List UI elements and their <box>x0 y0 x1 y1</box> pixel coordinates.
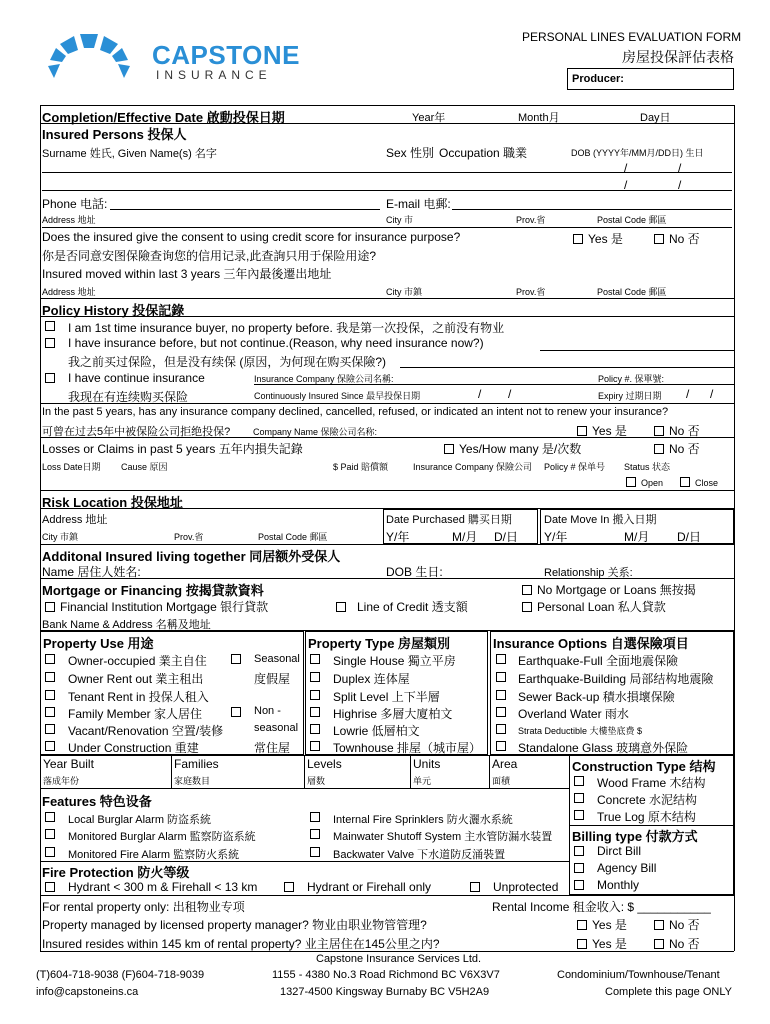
year-built-label: Year Built <box>43 757 94 771</box>
use-item: Family Member 家人居住 <box>68 707 203 721</box>
wood-frame-checkbox[interactable] <box>574 776 584 786</box>
reason-field-2[interactable] <box>400 367 734 368</box>
purchased-y: Y/年 <box>386 530 410 544</box>
status-label: Status 状态 <box>624 462 671 472</box>
dob-slash: / <box>624 161 628 175</box>
loss-company-label: Insurance Company 保險公司 <box>413 462 533 472</box>
type-duplex-checkbox[interactable] <box>310 672 320 682</box>
personal-loan-checkbox[interactable] <box>522 602 532 612</box>
losses-no-checkbox[interactable] <box>654 444 664 454</box>
local-alarm-checkbox[interactable] <box>45 812 55 822</box>
non-seasonal-label: seasonal <box>254 722 299 734</box>
families-zh: 家庭数目 <box>174 776 211 786</box>
levels-zh: 層数 <box>307 776 326 786</box>
prov2-label: Prov.省 <box>516 287 546 297</box>
personal-loan-label: Personal Loan 私人貸款 <box>537 600 666 614</box>
seasonal-checkbox[interactable] <box>231 654 241 664</box>
type-item: Duplex 连体屋 <box>333 672 410 686</box>
use-tenant-checkbox[interactable] <box>45 690 55 700</box>
use-item: Vacant/Renovation 空置/装修 <box>68 724 224 738</box>
construction-item: Wood Frame 木结构 <box>597 776 706 790</box>
type-split-checkbox[interactable] <box>310 690 320 700</box>
continue-checkbox[interactable] <box>45 373 55 383</box>
direct-bill-checkbox[interactable] <box>574 846 584 856</box>
construction-item: Concrete 水泥结构 <box>597 793 698 807</box>
feature-item: Local Burglar Alarm 防盗系統 <box>68 814 212 826</box>
seasonal-label: Seasonal <box>254 653 300 665</box>
non-seasonal-checkbox[interactable] <box>231 707 241 717</box>
hydrant-or-checkbox[interactable] <box>284 882 294 892</box>
first-time-label: I am 1st time insurance buyer, no property before. 我是第一次投保，之前没有物业 <box>68 321 505 335</box>
no-mortgage-checkbox[interactable] <box>522 585 532 595</box>
losses-no-label: No 否 <box>669 442 700 456</box>
company-name-label: Insurance Company 保險公司名稱: <box>254 374 394 384</box>
area-zh: 面積 <box>492 776 511 786</box>
non-seasonal-zh: 常住屋 <box>254 741 291 755</box>
type-item: Lowrie 低層柏文 <box>333 724 420 738</box>
sex-label: Sex 性別 <box>386 146 435 160</box>
footer-phone: (T)604-718-9038 (F)604-718-9039 <box>36 969 205 981</box>
phone-label: Phone 电話: <box>42 197 108 211</box>
type-townhouse-checkbox[interactable] <box>310 741 320 751</box>
risk-prov-label: Prov.省 <box>174 532 204 542</box>
consent-yes-label: Yes 是 <box>588 232 623 246</box>
resides-no-checkbox[interactable] <box>654 939 664 949</box>
managed-yes-checkbox[interactable] <box>577 920 587 930</box>
resides-label: Insured resides within 145 km of rental property? 业主居住在145公里之内? <box>42 937 440 951</box>
surname-field[interactable] <box>42 172 732 173</box>
logo-sub: INSURANCE <box>156 68 272 82</box>
logo-name: CAPSTONE <box>152 40 300 70</box>
sprinklers-checkbox[interactable] <box>310 812 320 822</box>
losses-label: Losses or Claims in past 5 years 五年内損失記錄 <box>42 442 303 456</box>
managed-no-checkbox[interactable] <box>654 920 664 930</box>
mortgage-title: Mortgage or Financing 按揭貸款資料 <box>42 583 264 598</box>
footer-email: info@capstoneins.ca <box>36 986 139 998</box>
add-dob-label: DOB 生日: <box>386 565 443 579</box>
option-eq-full-checkbox[interactable] <box>496 654 506 664</box>
moved-label: Insured moved within last 3 years 三年內最後遷出地址 <box>42 267 332 281</box>
dob-slash: / <box>678 161 682 175</box>
declined-company-label: Company Name 保險公司名称: <box>253 427 378 437</box>
monthly-checkbox[interactable] <box>574 880 584 890</box>
option-item: Earthquake-Building 局部结构地震險 <box>518 672 714 686</box>
risk-address-label: Address 地址 <box>42 514 108 526</box>
email-label: E-mail 电郵: <box>386 197 451 211</box>
losses-yes-checkbox[interactable] <box>444 444 454 454</box>
footer-addr1: 1155 - 4380 No.3 Road Richmond BC V6X3V7 <box>272 969 500 981</box>
insured-since-label: Continuously Insured Since 最早投保日期 <box>254 391 421 401</box>
feature-item: Monitored Burglar Alarm 監察防盗系統 <box>68 831 256 843</box>
type-item: Townhouse 排屋（城市屋） <box>333 741 482 755</box>
continue-zh: 我现在有连续购买保险 <box>68 390 189 404</box>
logo-mark-icon <box>44 30 134 85</box>
consent-en: Does the insured give the consent to using credit score for insurance purpose? <box>42 230 461 244</box>
close-label: Close <box>695 478 719 488</box>
monitored-fire-checkbox[interactable] <box>45 847 55 857</box>
expiry-slash: / <box>686 387 690 401</box>
prov-label: Prov.省 <box>516 215 546 225</box>
property-type-title: Property Type 房屋類別 <box>308 636 451 651</box>
close-checkbox[interactable] <box>680 477 690 487</box>
type-highrise-checkbox[interactable] <box>310 707 320 717</box>
billing-item: Agency Bill <box>597 861 657 875</box>
risk-section-title: Risk Location 投保地址 <box>42 495 183 510</box>
fin-institution-checkbox[interactable] <box>45 602 55 612</box>
form-title-zh: 房屋投保評估表格 <box>622 49 734 65</box>
discontinue-en: I have insurance before, but not continue.(Reason, why need insurance now?) <box>68 336 484 350</box>
type-lowrise-checkbox[interactable] <box>310 724 320 734</box>
risk-city-label: City 市鎮 <box>42 532 79 542</box>
resides-yes-label: Yes 是 <box>592 937 627 951</box>
losses-yes-label: Yes/How many 是/次数 <box>459 442 582 456</box>
policy-section-title: Policy History 投保記錄 <box>42 303 185 318</box>
bank-name-label: Bank Name & Address 名稱及地址 <box>42 619 211 631</box>
line-of-credit-label: Line of Credit 透支額 <box>357 600 468 614</box>
paid-label: $ Paid 賠償額 <box>333 462 389 472</box>
producer-label: Producer: <box>572 73 624 85</box>
discontinue-checkbox[interactable] <box>45 338 55 348</box>
declined-yes-checkbox[interactable] <box>577 426 587 436</box>
type-item: Split Level 上下半層 <box>333 690 440 704</box>
declined-no-label: No 否 <box>669 424 700 438</box>
open-label: Open <box>641 478 664 488</box>
day-label: Day日 <box>640 112 671 124</box>
consent-zh: 你是否同意安图保險查询您的信用记录,此查詢只用于保险用途? <box>42 249 377 263</box>
phone-field[interactable] <box>110 209 380 210</box>
insurance-options-title: Insurance Options 自選保險項目 <box>493 636 689 651</box>
use-family-checkbox[interactable] <box>45 707 55 717</box>
insured-section-title: Insured Persons 投保人 <box>42 127 187 142</box>
seasonal-zh: 度假屋 <box>254 672 291 686</box>
use-owner-rent-checkbox[interactable] <box>45 672 55 682</box>
feature-item: Mainwater Shutoff System 主水管防漏水装置 <box>333 831 553 843</box>
families-label: Families <box>174 757 219 771</box>
footer-note2: Complete this page ONLY <box>605 986 732 998</box>
use-item: Owner-occupied 業主自住 <box>68 654 207 668</box>
type-item: Highrise 多層大廈柏文 <box>333 707 453 721</box>
address-field[interactable] <box>42 227 732 228</box>
expiry-label: Expiry 过期日期 <box>598 391 662 401</box>
construction-item: True Log 原木结构 <box>597 810 696 824</box>
year-built-zh: 落成年份 <box>43 776 80 786</box>
use-item: Tenant Rent in 投保人租入 <box>68 690 209 704</box>
postal-label: Postal Code 郵區 <box>597 215 667 225</box>
postal2-label: Postal Code 郵區 <box>597 287 667 297</box>
units-zh: 单元 <box>413 776 432 786</box>
surname-label: Surname 姓氏, Given Name(s) 名字 <box>42 148 217 160</box>
since-slash: / <box>478 387 482 401</box>
option-item: Strata Deductible 大樓垫底费 $ <box>518 726 643 736</box>
policy-no-label: Policy #. 保單號: <box>598 374 665 384</box>
declined-yes-label: Yes 是 <box>592 424 627 438</box>
option-item: Standalone Glass 玻璃意外保险 <box>518 741 689 755</box>
managed-yes-label: Yes 是 <box>592 918 627 932</box>
move-d: D/日 <box>677 530 702 544</box>
move-m: M/月 <box>624 530 650 544</box>
option-item: Overland Water 雨水 <box>518 707 629 721</box>
use-owner-occupied-checkbox[interactable] <box>45 654 55 664</box>
move-y: Y/年 <box>544 530 568 544</box>
hydrant-label: Hydrant < 300 m & Firehall < 13 km <box>68 880 258 894</box>
name-label: Name 居住人姓名: <box>42 565 141 579</box>
type-single-checkbox[interactable] <box>310 654 320 664</box>
footer-addr2: 1327-4500 Kingsway Burnaby BC V5H2A9 <box>280 986 490 998</box>
reason-field[interactable] <box>540 350 734 351</box>
construction-title: Construction Type 结构 <box>572 759 716 774</box>
date-purchased-label: Date Purchased 購买日期 <box>386 514 512 526</box>
surname-field-2[interactable] <box>42 190 732 191</box>
producer-box[interactable] <box>567 68 734 90</box>
levels-label: Levels <box>307 757 342 771</box>
billing-item: Dirct Bill <box>597 844 641 858</box>
dob-slash: / <box>678 178 682 192</box>
loss-policy-label: Policy # 保单号 <box>544 462 606 472</box>
occupation-label: Occupation 職業 <box>439 146 528 160</box>
footer-note1: Condominium/Townhouse/Tenant <box>557 969 720 981</box>
first-time-checkbox[interactable] <box>45 321 55 331</box>
mainwater-checkbox[interactable] <box>310 829 320 839</box>
use-item: Owner Rent out 業主租出 <box>68 672 204 686</box>
option-item: Sewer Back-up 積水損壞保險 <box>518 690 675 704</box>
city2-label: City 市鎮 <box>386 287 423 297</box>
year-label: Year年 <box>412 112 446 124</box>
address2-label: Address 地址 <box>42 287 96 297</box>
use-construction-checkbox[interactable] <box>45 741 55 751</box>
managed-no-label: No 否 <box>669 918 700 932</box>
expiry-slash: / <box>710 387 714 401</box>
rental-title: For rental property only: 出租物业专项 <box>42 900 245 914</box>
managed-label: Property managed by licensed property manager? 物业由职业物管管理? <box>42 918 427 932</box>
unprotected-checkbox[interactable] <box>470 882 480 892</box>
features-title: Features 特色设备 <box>42 794 152 809</box>
hydrant-checkbox[interactable] <box>45 882 55 892</box>
cause-label: Cause 原因 <box>121 462 168 472</box>
form-title-en: PERSONAL LINES EVALUATION FORM <box>522 30 742 44</box>
email-field[interactable] <box>452 209 732 210</box>
date-move-in-label: Date Move In 搬入日期 <box>544 514 657 526</box>
fire-title: Fire Protection 防火等级 <box>42 865 190 880</box>
consent-no-checkbox[interactable] <box>654 234 664 244</box>
backwater-checkbox[interactable] <box>310 847 320 857</box>
use-item: Under Construction 重建 <box>68 741 199 755</box>
type-item: Single House 獨立平房 <box>333 654 456 668</box>
logo <box>44 30 300 85</box>
agency-bill-checkbox[interactable] <box>574 863 584 873</box>
declined-no-checkbox[interactable] <box>654 426 664 436</box>
rental-income-label: Rental Income 租金收入: $ ___________ <box>492 900 711 914</box>
non-label: Non - <box>254 705 281 717</box>
billing-item: Monthly <box>597 878 640 892</box>
option-sewer-checkbox[interactable] <box>496 690 506 700</box>
additional-label: Additonal Insured living together 同居额外受保人 <box>42 549 341 564</box>
month-label: Month月 <box>518 112 560 124</box>
monitored-burglar-checkbox[interactable] <box>45 829 55 839</box>
completion-label: Completion/Effective Date 啟動投保日期 <box>42 110 285 125</box>
continue-en: I have continue insurance <box>68 371 205 385</box>
consent-no-label: No 否 <box>669 232 700 246</box>
declined-en: In the past 5 years, has any insurance company declined, cancelled, refused, or indicated an intent not to renew your insurance? <box>42 406 669 418</box>
feature-item: Backwater Valve 下水道防反涌裝置 <box>333 849 506 861</box>
area-label: Area <box>492 757 518 771</box>
option-overland-checkbox[interactable] <box>496 707 506 717</box>
since-slash: / <box>508 387 512 401</box>
fin-institution-label: Financial Institution Mortgage 银行貸款 <box>60 600 269 614</box>
feature-item: Internal Fire Sprinklers 防火灑水系統 <box>333 814 513 826</box>
line-of-credit-checkbox[interactable] <box>336 602 346 612</box>
footer-company: Capstone Insurance Services Ltd. <box>316 953 482 965</box>
risk-postal-label: Postal Code 郵區 <box>258 532 328 542</box>
open-checkbox[interactable] <box>626 477 636 487</box>
units-label: Units <box>413 757 441 771</box>
address-label: Address 地址 <box>42 215 96 225</box>
billing-title: Billing type 付款方式 <box>572 829 698 844</box>
true-log-checkbox[interactable] <box>574 810 584 820</box>
declined-zh: 可曾在过去5年中被保险公司拒绝投保? <box>42 426 231 438</box>
use-vacant-checkbox[interactable] <box>45 724 55 734</box>
option-strata-checkbox[interactable] <box>496 724 506 734</box>
resides-yes-checkbox[interactable] <box>577 939 587 949</box>
option-glass-checkbox[interactable] <box>496 741 506 751</box>
dob-label: DOB (YYYY年/MM月/DD日) 生日 <box>571 148 704 158</box>
relationship-label: Relationship 关系: <box>544 567 633 579</box>
option-eq-building-checkbox[interactable] <box>496 672 506 682</box>
unprotected-label: Unprotected <box>493 880 559 894</box>
consent-yes-checkbox[interactable] <box>573 234 583 244</box>
no-mortgage-label: No Mortgage or Loans 無按揭 <box>537 583 696 597</box>
city-label: City 市 <box>386 215 414 225</box>
dob-slash: / <box>624 178 628 192</box>
purchased-m: M/月 <box>452 530 478 544</box>
loss-date-label: Loss Date日期 <box>42 462 101 472</box>
property-use-title: Property Use 用途 <box>43 636 154 651</box>
hydrant-or-label: Hydrant or Firehall only <box>307 880 432 894</box>
discontinue-zh: 我之前买过保险，但是没有续保 (原因，为何现在购买保險?) <box>68 355 387 369</box>
resides-no-label: No 否 <box>669 937 700 951</box>
concrete-checkbox[interactable] <box>574 793 584 803</box>
feature-item: Monitored Fire Alarm 監察防火系統 <box>68 849 240 861</box>
option-item: Earthquake-Full 全面地震保險 <box>518 654 679 668</box>
purchased-d: D/日 <box>494 530 519 544</box>
